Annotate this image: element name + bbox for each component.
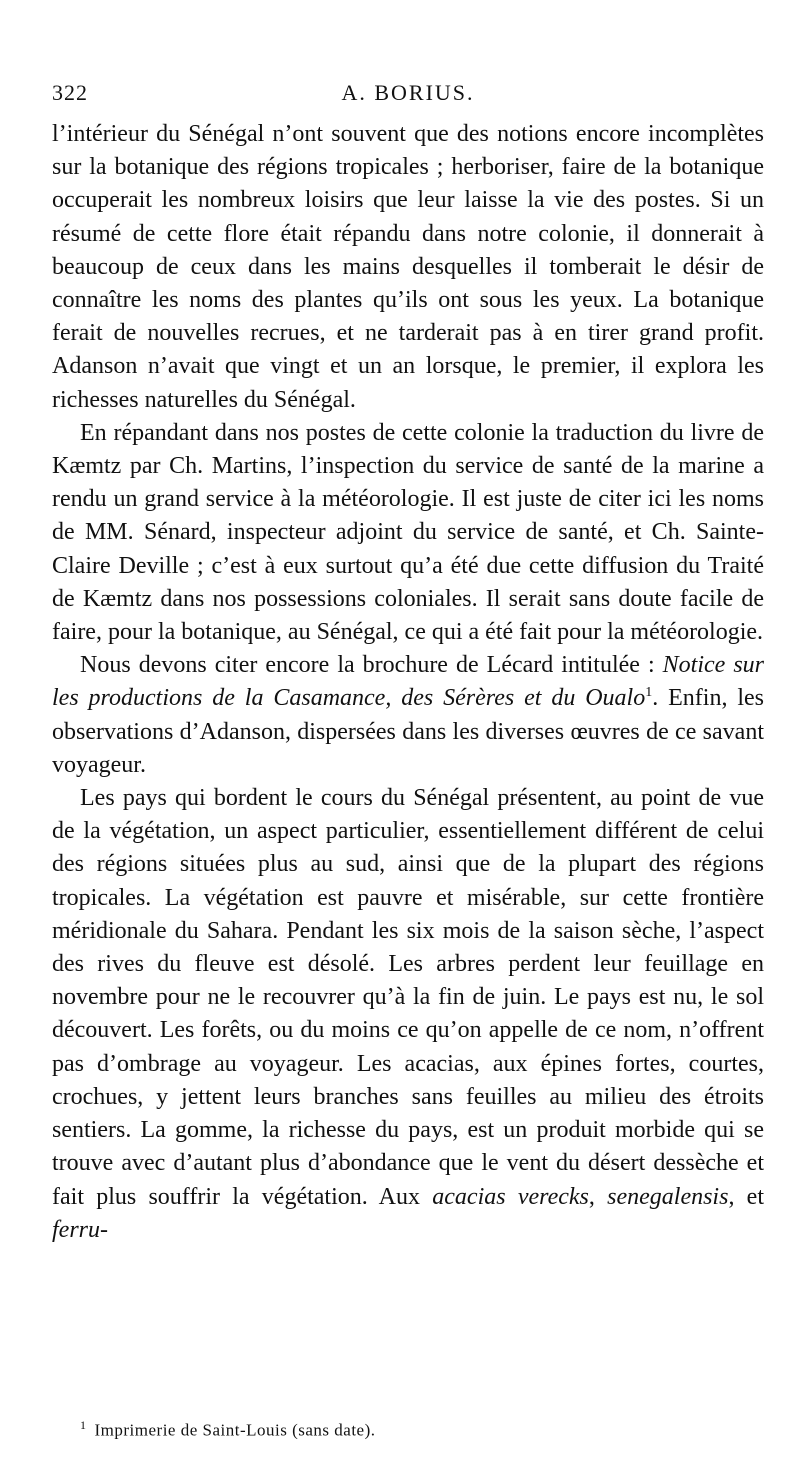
paragraph-4-start: Les pays qui bordent le cours du Sénégal présentent, au point de vue de la végétation, un aspect particulier, essentiellement différent de celui des régions situées plus au sud, ainsi que de la plupart des régions tropicales. La végétation est pauvre et misérable, sur cette frontière méridionale du Sahara. Pendant les six mois de la saison sèche, l’aspect des rives du fleuve est désolé. Les arbres perdent leur feuillage en novembre pour ne le recouvrer qu’à la fin de juin. Le pays est nu, le sol découvert. Les forêts, ou du moins ce qu’on appelle de ce nom, n’offrent pas d’ombrage au voyageur. Les acacias, aux épines fortes, courtes, crochues, y jettent leurs branches sans feuilles au milieu des étroits sentiers. La gomme, la richesse du pays, est un produit morbide qui se trouve avec d’autant plus d’abondance que le vent du désert dessèche et fait plus souffrir la végétation. Aux [52,785,764,1210]
page-number: 322 [52,80,88,105]
brochure-title: Notice sur les productions de la Casamance, des Sérères et du Oualo [52,652,765,712]
paragraph-1: l’intérieur du Sénégal n’ont souvent que des notions encore incomplètes sur la botanique des régions tropicales ; herboriser, faire de la botanique occuperait les nombreux loisirs que leur laisse la vie des postes. Si un résumé de cette flore était répandu dans notre colonie, il donnerait à beaucoup de ceux dans les mains desquelles il tomberait le désir de connaître les noms des plantes qu’ils ont sous les yeux. La botanique ferait de nouvelles recrues, et ne tarderait pas à en tirer grand profit. Adanson n’avait que vingt et un an lorsque, le premier, il explora les richesses naturelles du Sénégal. [52,121,764,413]
body-text [52,118,764,1247]
paragraph-3 [52,649,764,782]
species-name-1: acacias verecks [432,1183,589,1210]
paragraph-4 [52,782,764,1247]
paragraph-4-sep-2: , et [728,1183,764,1210]
running-title: A. BORIUS. [341,80,475,105]
footnote-text: Imprimerie de Saint-Louis (sans date). [94,1420,376,1440]
paragraph-4-sep-1: , [588,1183,608,1210]
footnote-reference: 1 [645,685,653,701]
running-head [52,80,764,110]
paragraph-2: En répandant dans nos postes de cette colonie la traduction du livre de Kæmtz par Ch. Martins, l’inspection du service de santé de la marine a rendu un grand service à la météorologie. Il est juste de citer ici les noms de MM. Sénard, inspecteur adjoint du service de santé, et Ch. Sainte-Claire Deville ; c’est à eux surtout qu’a été due cette diffusion du Traité de Kæmtz dans nos possessions coloniales. Il serait sans doute facile de faire, pour la botanique, au Sénégal, ce qui a été fait pour la météorologie. [52,419,764,646]
species-name-3: ferru- [52,1216,108,1243]
footnote-mark: 1 [80,1418,87,1432]
footnote [80,1418,760,1441]
paragraph-3-start: Nous devons citer encore la brochure de Lécard intitulée : [80,652,663,679]
paragraph-3-end: . Enfin, les observations d’Adanson, dispersées dans les diverses œuvres de ce savant voyageur. [52,685,765,778]
species-name-2: senegalensis [607,1183,729,1210]
